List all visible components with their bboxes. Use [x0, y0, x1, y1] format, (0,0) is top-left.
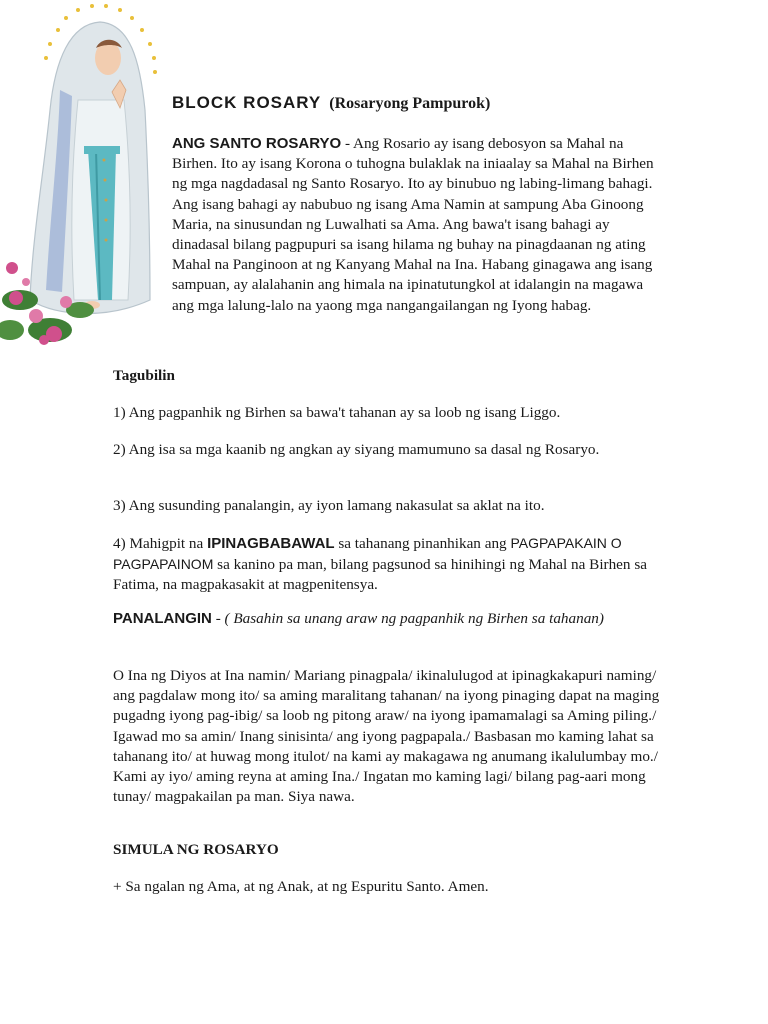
tagubilin-item-1: 1) Ang pagpanhik ng Birhen sa bawa't tahanan ay sa loob ng isang Liggo.	[113, 404, 561, 421]
tagubilin-item-3: 3) Ang susunding panalangin, ay iyon lamang nakasulat sa aklat na ito.	[113, 497, 545, 514]
tagubilin-item-4	[113, 533, 661, 596]
virgin-mary-illustration	[0, 0, 165, 360]
tagubilin-heading: Tagubilin	[113, 367, 175, 384]
intro-paragraph	[172, 134, 662, 316]
intro-lead: ANG SANTO ROSARYO	[172, 135, 342, 152]
title-subtitle: (Rosaryong Pampurok)	[329, 95, 491, 112]
simula-heading: SIMULA NG ROSARYO	[113, 841, 279, 858]
panalangin-heading: PANALANGIN	[113, 610, 212, 627]
intro-text: - Ang Rosario ay isang debosyon sa Mahal na Birhen. Ito ay isang Korona o tuhogna bulaklak na iniaalay sa Mahal na Birhen ng mga nagdadasal ng Santo Rosaryo. Ito ay binubuo ng labing-limang bahagi. Ang isang bahagi ay nabubuo ng isang Ama Namin at sampung Aba Ginoong Maria, na sinusundan ng Luwalhati sa Ama. Ang bawa't isang bahagi ay dinadasal bilang pagpupuri sa isang hilama ng buhay na pinagdaanan ng ating Mahal na Panginoon at ng Kanyang Mahal na Ina. Habang ginagawa ang isang sampuan, ay alalahanin ang himala na ipinatutungkol at idalangin na magawa ang mga lalung-lalo na yaong mga nangangailangan ng Iyong habag.	[172, 135, 654, 314]
panalangin-text: O Ina ng Diyos at Ina namin/ Mariang pinagpala/ ikinalulugod at ipinagkakapuri naming/ ang pagdalaw mong ito/ sa aming maralitang tahanan/ na iyong pinaging dapat na maging pugadng iyong pag-ibig/ sa loob ng pitong araw/ na iyong ipamamalagi sa Aming piling./ Igawad mo sa amin/ Inang sinisinta/ ang iyong pagpapala./ Basbasan mo kaming lahat sa tahanang ito/ at huwag mong itulot/ na kami ay makagawa ng anumang ikalulumbay mo./ Kami ay iyo/ aming reyna at aming Ina./ Ingatan mo kaming lagi/ bilang pag-aari mong tunay/ magpakailan pa man. Siya nawa.	[113, 667, 660, 806]
item4-pre: 4) Mahigpit na	[113, 535, 208, 552]
item4-bold: IPINAGBABAWAL	[207, 535, 335, 552]
item4-mid: sa tahanang pinanhikan ang	[334, 535, 511, 552]
panalangin-header	[113, 609, 661, 629]
tagubilin-item-2: 2) Ang isa sa mga kaanib ng angkan ay siyang mamumuno sa dasal ng Rosaryo.	[113, 441, 600, 458]
title-main: BLOCK ROSARY	[172, 93, 322, 112]
panalangin-dash: -	[211, 610, 225, 627]
document-title	[172, 93, 490, 113]
virgin-mary-image	[0, 0, 165, 360]
item4-caps: PAGPAPAKAIN O PAGPAPAINOM	[113, 535, 622, 573]
panalangin-note: ( Basahin sa unang araw ng pagpanhik ng Birhen sa tahanan)	[224, 610, 604, 627]
item4-post: sa kanino pa man, bilang pagsunod sa hinihingi ng Mahal na Birhen sa Fatima, na magpakasakit at magpenitensya.	[113, 556, 647, 594]
simula-text: + Sa ngalan ng Ama, at ng Anak, at ng Espuritu Santo. Amen.	[113, 878, 489, 895]
